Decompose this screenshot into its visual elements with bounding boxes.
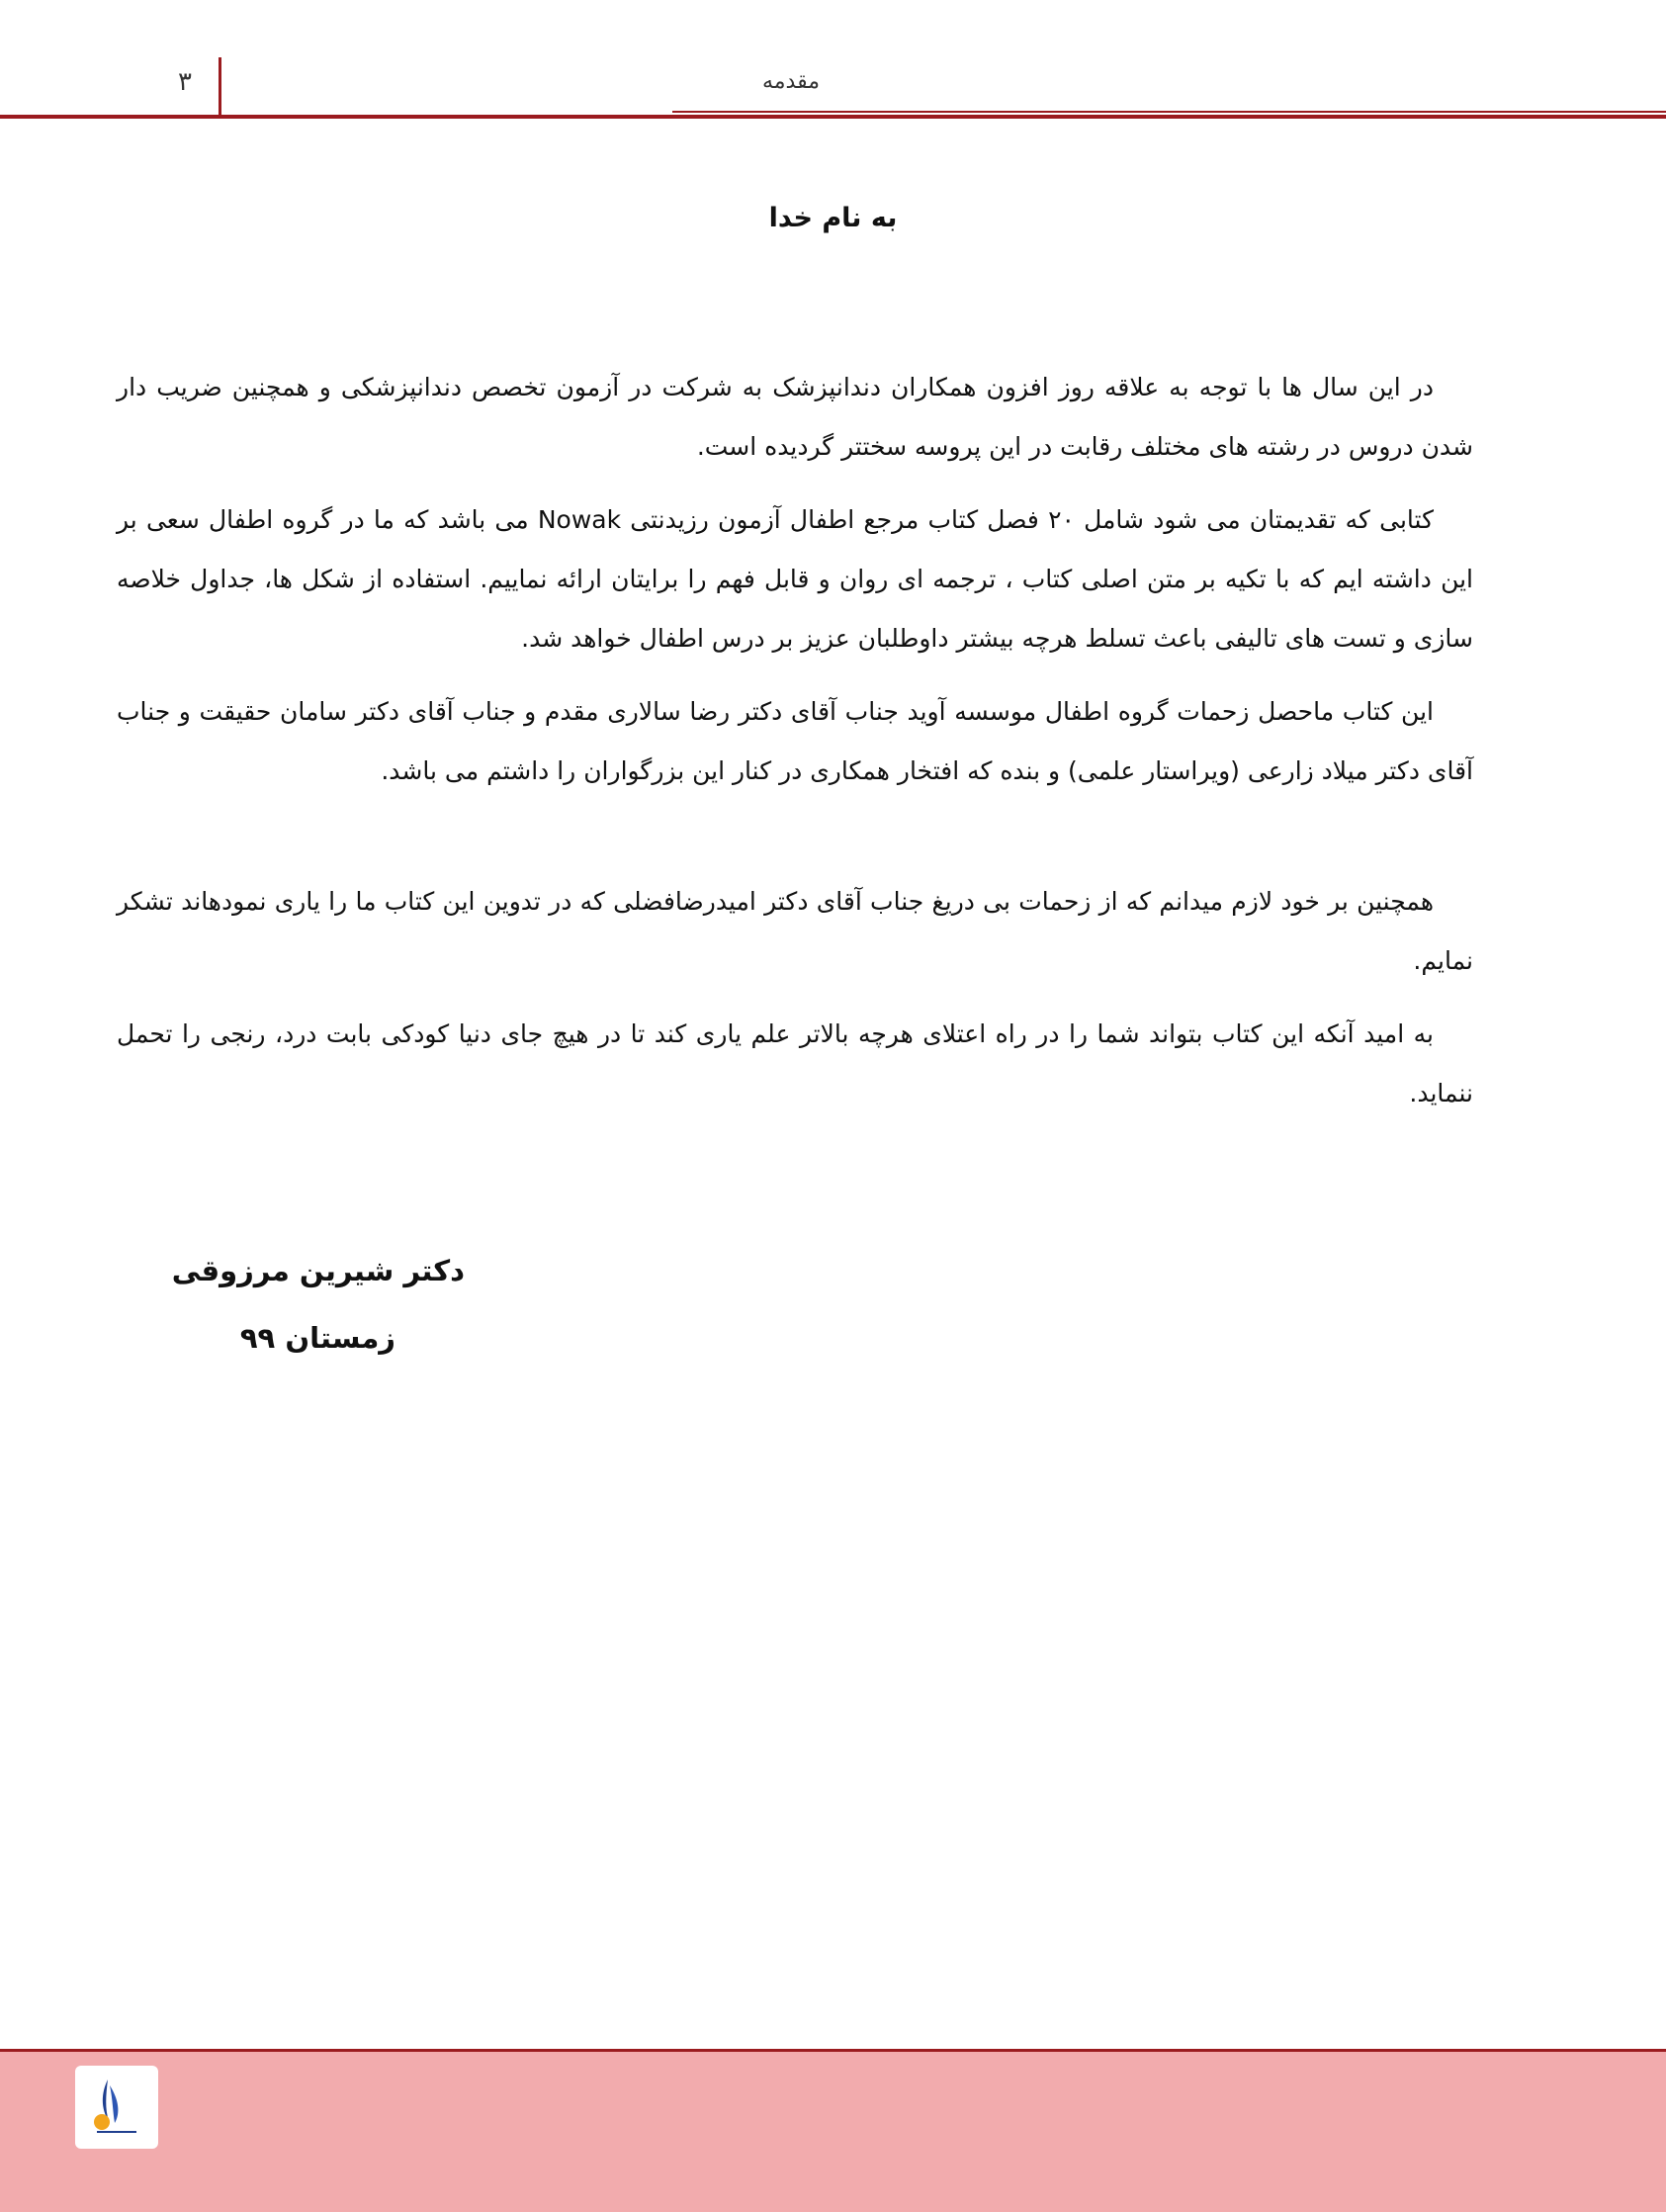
signature-block bbox=[148, 1254, 465, 1355]
header-rule-thin bbox=[672, 111, 1666, 113]
paragraph: به امید آنکه این کتاب بتواند شما را در راه اعتلای هرچه بالاتر علم یاری کند تا در هیچ جای دنیا کودکی بابت درد، رنجی را تحمل ننماید. bbox=[117, 1019, 1473, 1107]
paragraph: در این سال ها با توجه به علاقه روز افزون همکاران دندانپزشک به شرکت در آزمون تخصص دندانپزشکی و همچنین ضریب دار شدن دروس در رشته های مختلف رقابت در این پروسه سختتر گردیده است. bbox=[117, 373, 1473, 461]
page-footer bbox=[0, 2049, 1666, 2212]
page-header bbox=[0, 0, 1666, 124]
paragraph: این کتاب ماحصل زحمات گروه اطفال موسسه آوید جناب آقای دکتر رضا سالاری مقدم و جناب آقای دکتر سامان حقیقت و جناب آقای دکتر میلاد زارعی (ویراستار علمی) و بنده که افتخار همکاری در کنار این بزرگواران را داشتم می باشد. bbox=[117, 697, 1473, 785]
signature-name: دکتر شیرین مرزوقی bbox=[171, 1254, 465, 1287]
page-heading: به نام خدا bbox=[768, 203, 898, 233]
avid-logo-icon bbox=[75, 2066, 158, 2149]
signature-date: زمستان ۹۹ bbox=[239, 1321, 395, 1355]
paragraph: کتابی که تقدیمتان می شود شامل ۲۰ فصل کتاب مرجع اطفال آزمون رزیدنتی Nowak می باشد که ما در گروه اطفال سعی بر این داشته ایم که با تکیه بر متن اصلی کتاب ، ترجمه ای روان و قابل فهم را برایتان ارائه نماییم. استفاده از شکل ها، جداول خلاصه سازی و تست های تالیفی باعث تسلط هرچه بیشتر داوطلبان عزیز بر درس اطفال خواهد شد. bbox=[117, 505, 1473, 653]
header-rule bbox=[0, 115, 1666, 119]
page-number: ۳ bbox=[178, 67, 192, 97]
running-title: مقدمه bbox=[761, 69, 821, 94]
paragraph: همچنین بر خود لازم میدانم که از زحمات بی دریغ جناب آقای دکتر امیدرضافضلی که در تدوین این کتاب ما را یاری نمودهاند تشکر نمایم. bbox=[117, 887, 1473, 975]
body-text bbox=[117, 358, 1473, 1137]
header-divider bbox=[219, 57, 221, 119]
